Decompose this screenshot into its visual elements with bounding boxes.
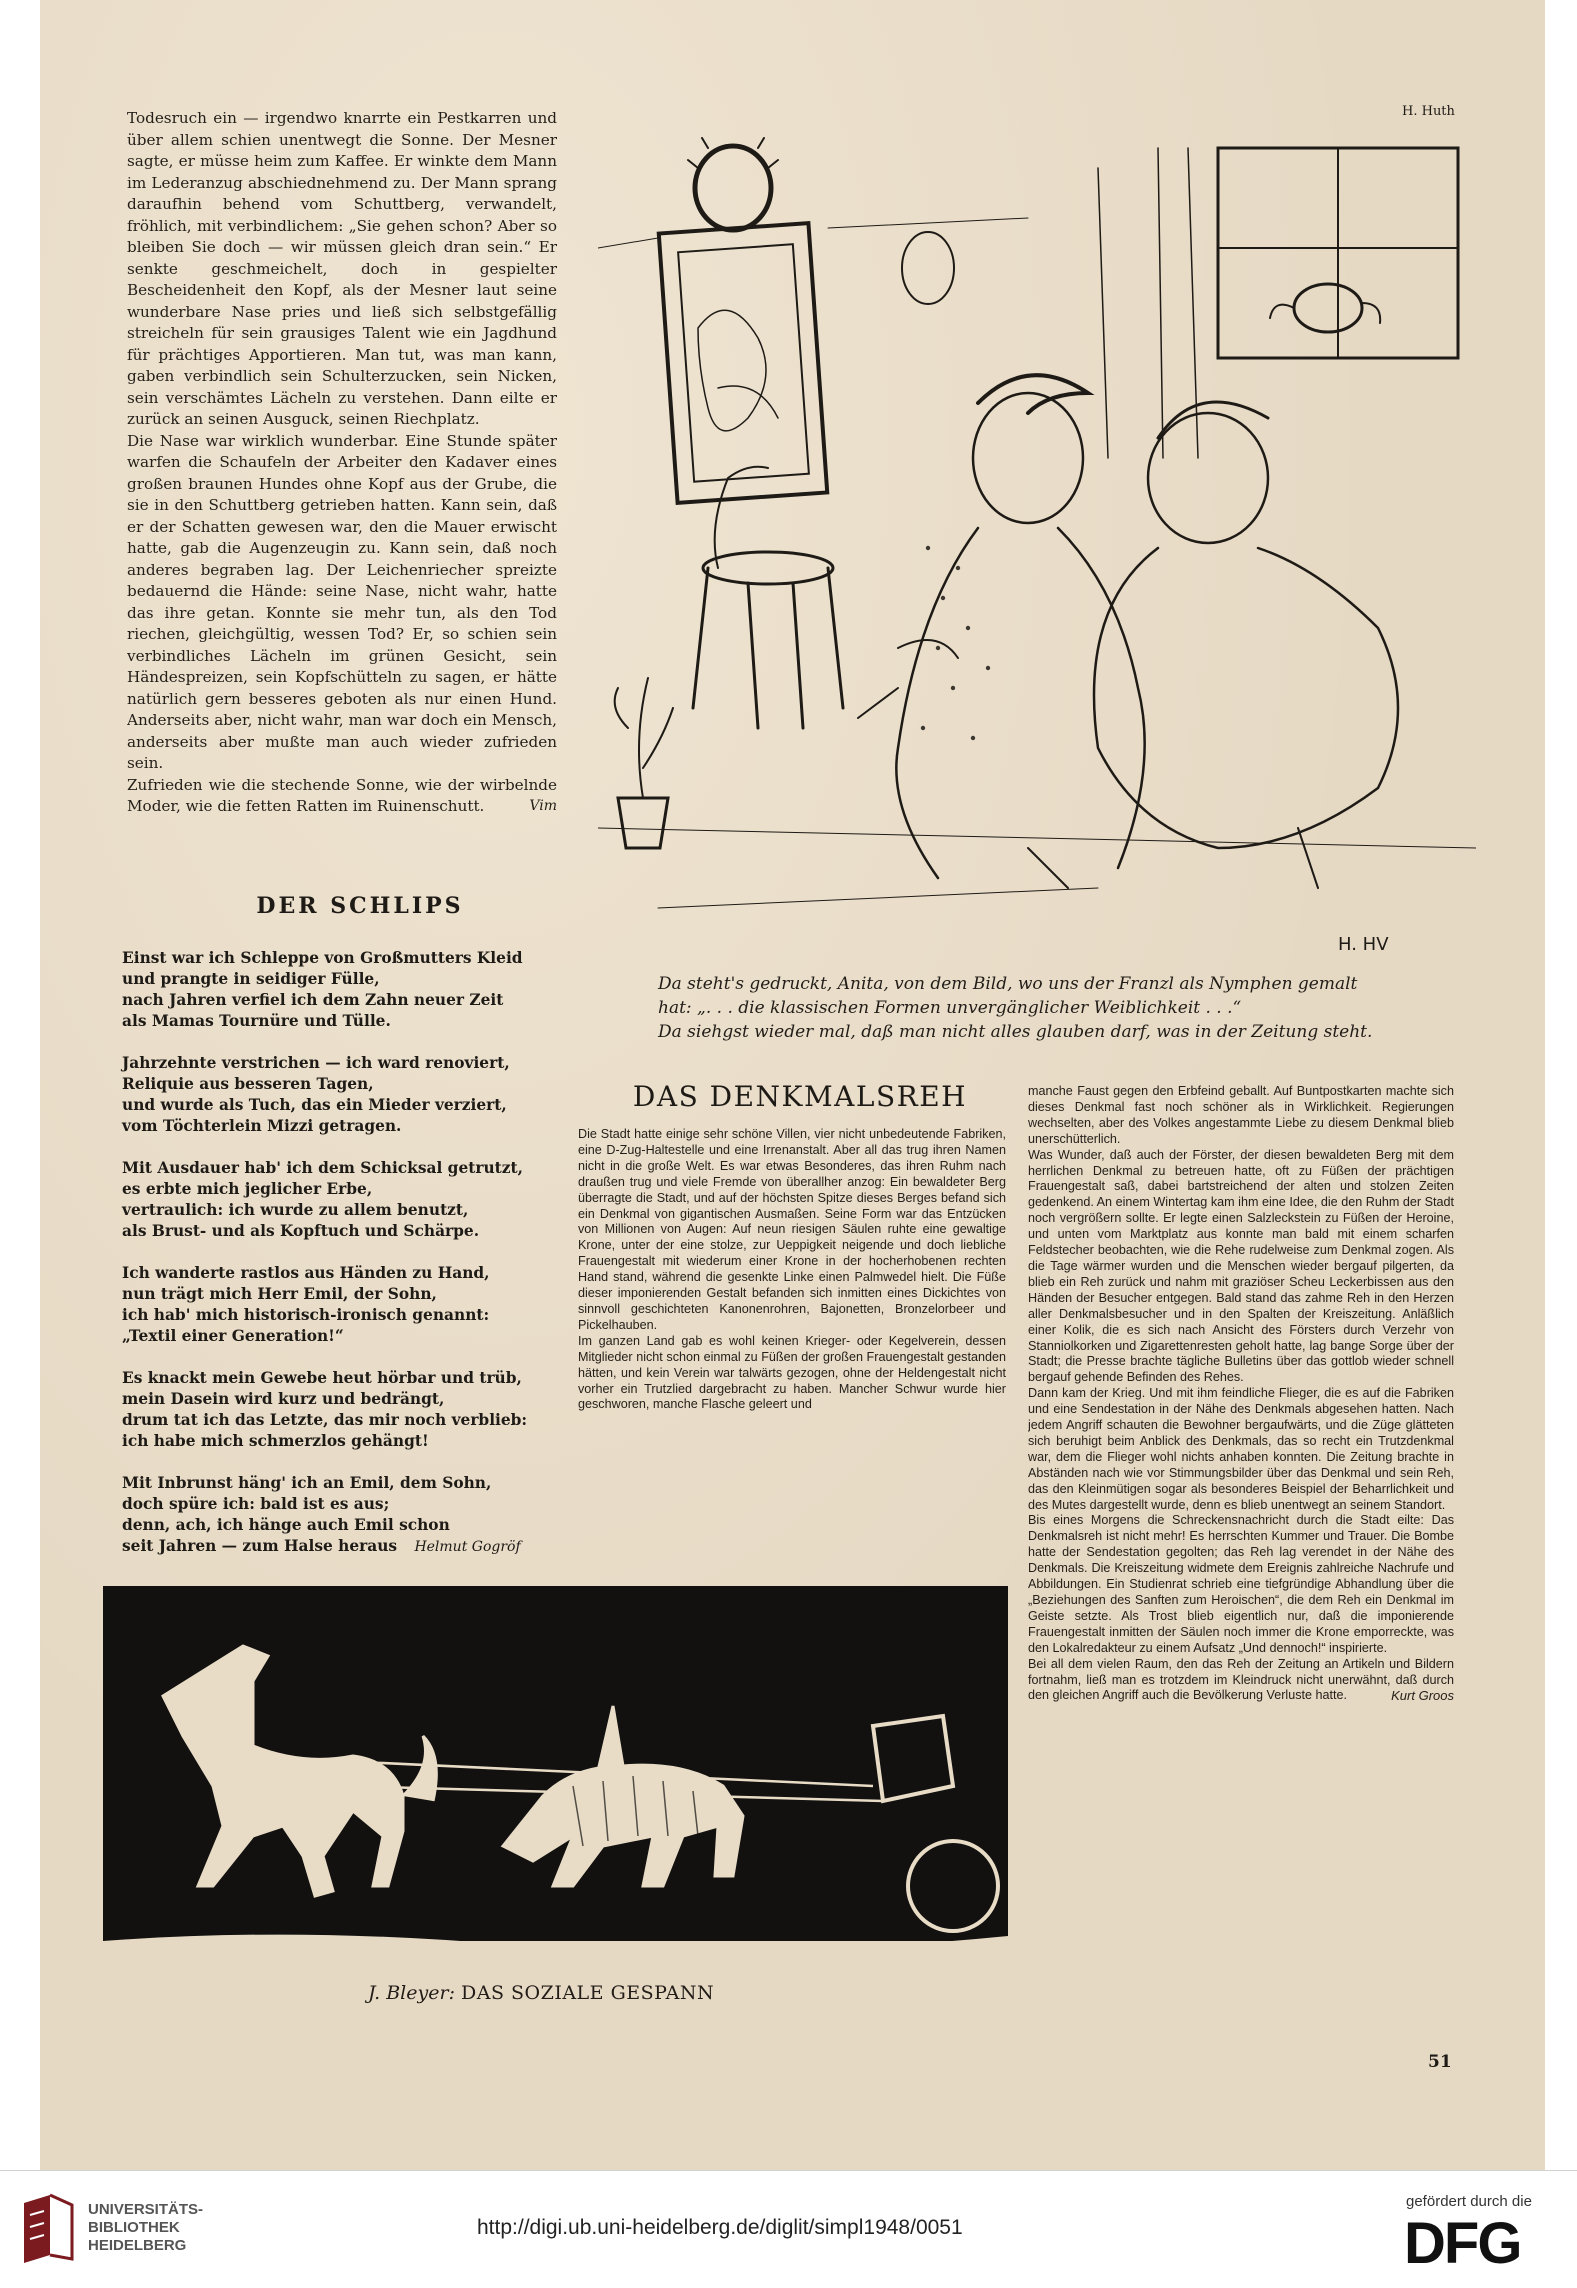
article-title: DAS DENKMALSREH: [632, 1080, 968, 1113]
poem-stanza: [122, 1158, 562, 1242]
funded-by-label: gefördert durch die: [1406, 2193, 1532, 2210]
permalink-url[interactable]: http://digi.ub.uni-heidelberg.de/diglit/simpl1948/0051: [477, 2216, 963, 2239]
woodcut-horses-illustration: [103, 1586, 1008, 1961]
poem-stanza: [122, 948, 562, 1032]
poem-line: Einst war ich Schleppe von Großmutters Kleid: [122, 949, 523, 967]
poem-line: vom Töchterlein Mizzi getragen.: [122, 1117, 402, 1135]
poem-line: Es knackt mein Gewebe heut hörbar und trüb,: [122, 1369, 522, 1387]
poem-signature: Helmut Gogröf: [414, 1539, 521, 1555]
poem-stanza: [122, 1368, 562, 1452]
article-paragraph: Im ganzen Land gab es wohl keinen Krieger- oder Kegelverein, dessen Mitglieder nicht schon einmal zu Füßen der großen Frauengestalt gestanden hätten, und kein Verein war talwärts gezogen, ohne der Heldengestalt nicht vorher ein Trutzlied dargebracht zu haben. Mancher Schwur wurde hier geschworen, manche Flasche geleert und: [578, 1333, 1006, 1412]
poem-line: ich hab' mich historisch-ironisch genannt:: [122, 1306, 490, 1324]
library-name: UNIVERSITÄTS- BIBLIOTHEK HEIDELBERG: [88, 2201, 204, 2254]
article-column-left: [578, 1127, 1006, 1552]
article-paragraph: Dann kam der Krieg. Und mit ihm feindliche Flieger, die es auf die Fabriken und eine Sendestation in der Nähe des Denkmals abgesehen hatten. Nach jedem Angriff schauten die Bewohner bergaufwärts, und die Züge glätteten sich beruhigt beim Anblick des Denkmals, das so recht ein Trutzdenkmal war, dem die Flieger wohl nichts anhaben konnten. Die Zeitung brachte in Abständen nach wie vor Stimmungsbilder über das Denkmal und sein Reh, das den Kleinmütigen sogar als besonderes Beispiel der Beharrlichkeit und des Mutes dargestellt wurde, denn es blieb unentwegt an seinem Standort.: [1028, 1386, 1454, 1512]
woodcut-caption: [368, 1982, 714, 2004]
caption-line: hat: „. . . die klassischen Formen unvergänglicher Weiblichkeit . . .“: [658, 998, 1242, 1018]
viewer-footer: [0, 2170, 1577, 2288]
story-column: [127, 108, 557, 860]
poem-line: seit Jahren — zum Halse heraus Helmut Gogröf: [122, 1537, 521, 1555]
author-tag: H. Huth: [1402, 104, 1455, 119]
article-signature: Kurt Groos: [1391, 1688, 1454, 1704]
story-paragraph: Zufrieden wie die stechende Sonne, wie der wirbelnde Moder, wie die fetten Ratten im Ruinenschutt. Vim: [127, 775, 557, 818]
poem-line: und wurde als Tuch, das ein Mieder verziert,: [122, 1096, 507, 1114]
caption-line: Da siehgst wieder mal, daß man nicht alles glauben darf, was in der Zeitung steht.: [658, 1022, 1373, 1042]
page-number: 51: [1428, 2052, 1452, 2072]
woodcut-artist: J. Bleyer:: [368, 1982, 455, 2004]
story-paragraph: Die Nase war wirklich wunderbar. Eine Stunde später warfen die Schaufeln der Arbeiter den Kadaver eines großen braunen Hundes ohne Kopf aus der Grube, die sie in den Schuttberg getrieben hatten. Kann sein, daß er der Schatten gewesen war, den die Mauer erwischt hatte, gab die Augenzeugin zu. Kann sein, daß noch anderes begraben lag. Der Leichenriecher spreizte bedauernd die Hände: seine Nase, nicht wahr, hatte das ihre getan. Konnte sie mehr tun, als den Tod riechen, gleichgültig, wessen Tod? Er, so schien sein verbindliches Lächeln im grünen Gesicht, sein Händespreizen, sein Kopfschütteln zu sagen, er hätte natürlich gern besseres geboten als nur einen Hund. Anderseits aber, nicht wahr, man war doch ein Mensch, anderseits aber mußte man auch wieder zufrieden sein.: [127, 431, 557, 772]
article-paragraph: Was Wunder, daß auch der Förster, der diesen bewaldeten Berg mit dem herrlichen Denkmal zu betreuen hatte, oft zu Füßen der prächtigen Frauengestalt saß, dabei bartstreichend der alten und stolzen Zeiten gedenkend. An einem Wintertag kam ihm eine Idee, die den Ruhm der Stadt noch vergrößern sollte. Er legte einen Salzleckstein zu Füßen der Heroine, und unten vom Marktplatz aus konnte man bald mit einem scharfen Feldstecher beobachten, wie die Rehe rudelweise zum Denkmal zogen. Als die Tage wärmer wurden und die Menschen wieder bergauf pilgerten, da blieb ein Reh zurück und nahm mit graziöser Scheu Leckerbissen aus den Händen der Besucher entgegen. Bald stand das zahme Reh in den Herzen aller Denkmalsbesucher und in den Spalten der Kreiszeitung. Anläßlich einer Kolik, die es sich nach Ansicht des Försters durch Verzehr von Stanniolkorken und Zigarettenresten geholt hatte, lag bange Sorge über der Stadt; die Presse brachte tägliche Bulletins über das gottlob wieder schnell bergauf gehende Befinden des Rehes.: [1028, 1147, 1454, 1385]
poem-line: „Textil einer Generation!“: [122, 1327, 344, 1345]
poem-line: Reliquie aus besseren Tagen,: [122, 1075, 374, 1093]
poem-line: Jahrzehnte verstrichen — ich ward renoviert,: [122, 1054, 510, 1072]
book-logo-icon: [20, 2193, 76, 2265]
cartoon-caption: [658, 972, 1478, 1044]
poem-line: ich habe mich schmerzlos gehängt!: [122, 1432, 429, 1450]
poem-line: doch spüre ich: bald ist es aus;: [122, 1495, 390, 1513]
poem-line: Mit Inbrunst häng' ich an Emil, dem Sohn,: [122, 1474, 492, 1492]
article-paragraph: Die Stadt hatte einige sehr schöne Villen, vier nicht unbedeutende Fabriken, eine D-Zug-Haltestelle und eine Irrenanstalt. Aber all das trug ihren Namen nicht in die große Welt. Es war etwas Besonderes, das ihren Ruhm nach draußen trug und viele Fremde von überallher anzog: Ein bewaldeter Berg überragte die Stadt, und auf der höchsten Spitze dieses Berges befand sich ein Denkmal von gigantischen Ausmaßen. Seine Form war das Entzücken von Millionen von Augen: Auf neun riesigen Säulen ruhte eine gewaltige Krone, unter der eine stolze, zur Ueppigkeit neigende und doch liebliche Frauengestalt mit wiederum einer Krone in der hocherhobenen rechten Hand stand, während die gesenkte Linke einen Palmwedel hielt. Die Füße dieser imponierenden Gestalt befanden sich inmitten eines Dickichtes von sinnvoll geschichteten Kanonenrohren, Bajonetten, Bronzelorbeer und Pickelhauben.: [578, 1127, 1006, 1332]
poem-line: Mit Ausdauer hab' ich dem Schicksal getrutzt,: [122, 1159, 523, 1177]
poem-line: drum tat ich das Letzte, das mir noch verblieb:: [122, 1411, 528, 1429]
poem-line: denn, ach, ich hänge auch Emil schon: [122, 1516, 450, 1534]
story-paragraph: Todesruch ein — irgendwo knarrte ein Pestkarren und über allem schien unentwegt die Sonne. Der Mesner sagte, er müsse heim zum Kaffee. Er winkte dem Mann im Lederanzug abschiednehmend zu. Der Mann sprang daraufhin behend vom Schuttberg, verwandelt, fröhlich, mit verbindlichem: „Sie gehen schon? Aber so bleiben Sie doch — wir müssen gleich dran sein.“ Er senkte geschmeichelt, doch in gespielter Bescheidenheit den Kopf, als der Mesner laut seine wunderbare Nase pries und ließ sich selbstgefällig streicheln für sein grausiges Talent wie ein Jagdhund für prächtiges Apportieren. Man tut, was man kann, gaben verbindlich sein Schulterzucken, sein Nicken, sein verschämtes Lächeln zu verstehen. Dann eilte er zurück an seinen Ausguck, seinen Riechplatz.: [127, 109, 557, 428]
article-paragraph: Bei all dem vielen Raum, den das Reh der Zeitung an Artikeln und Bildern fortnahm, ließ man es trotzdem im Kleindruck nicht unerwähnt, daß durch den gleichen Angriff auch die Bevölkerung Verluste hatte. Kurt Groos: [1028, 1656, 1454, 1704]
poem-line: nach Jahren verfiel ich dem Zahn neuer Zeit: [122, 991, 504, 1009]
cartoon-nymphs-illustration: [598, 128, 1476, 960]
poem-line: Ich wanderte rastlos aus Händen zu Hand,: [122, 1264, 490, 1282]
poem-body: [122, 948, 562, 1558]
caption-line: Da steht's gedruckt, Anita, von dem Bild, wo uns der Franzl als Nymphen gemalt: [658, 974, 1358, 994]
poem-line: es erbte mich jeglicher Erbe,: [122, 1180, 373, 1198]
dfg-logo-icon: DFG: [1404, 2211, 1521, 2276]
poem-stanza: [122, 1263, 562, 1347]
poem-line: und prangte in seidiger Fülle,: [122, 970, 380, 988]
article-paragraph: Bis eines Morgens die Schreckensnachricht durch die Stadt eilte: Das Denkmalsreh ist nicht mehr! Es herrschten Kummer und Trauer. Die Bombe hatte der Sendestation gegolten; das Reh lag verendet in der Nähe des Denkmals. Die Kreiszeitung widmete dem Ereignis zahlreiche Nachrufe und Abbildungen. Ein Studienrat schrieb eine tiefgründige Abhandlung über die „Beziehungen des Sanften zum Heroischen“, die dem Reh ein Denkmal im Geiste setzte. Als Trost blieb eigentlich nur, daß die imponierende Frauengestalt inmitten der Säulen noch immer die Krone emporreckte, was den Lokalredakteur zu einem Aufsatz „Und dennoch!“ inspirierte.: [1028, 1513, 1454, 1655]
poem-line: nun trägt mich Herr Emil, der Sohn,: [122, 1285, 437, 1303]
poem-line: als Mamas Tournüre und Tülle.: [122, 1012, 391, 1030]
article-column-right: [1028, 1084, 1454, 2014]
poem-line: als Brust- und als Kopftuch und Schärpe.: [122, 1222, 480, 1240]
poem-line: vertraulich: ich wurde zu allem benutzt,: [122, 1201, 469, 1219]
poem-line: mein Dasein wird kurz und bedrängt,: [122, 1390, 445, 1408]
article-paragraph: manche Faust gegen den Erbfeind geballt. Auf Buntpostkarten machte sich dieses Denkmal fast noch schöner als in Wirklichkeit. Regierungen wechselten, aber des Volkes angestammte Liebe zu diesem Denkmal blieb unerschütterlich.: [1028, 1084, 1454, 1146]
story-signature: Vim: [529, 798, 557, 814]
cartoon-artist-mark: H. HV: [1338, 934, 1389, 955]
poem-stanza: [122, 1473, 562, 1558]
poem-title: DER SCHLIPS: [256, 893, 464, 919]
woodcut-title: DAS SOZIALE GESPANN: [461, 1982, 715, 2004]
poem-stanza: [122, 1053, 562, 1137]
